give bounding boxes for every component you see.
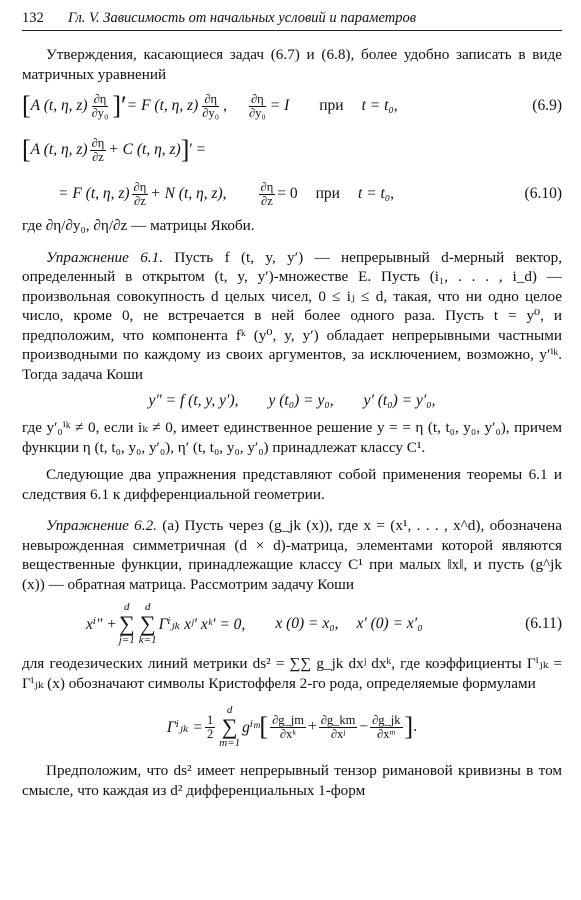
equation-6-10-line2: = F (t, η, z) $\frac{\partial\eta}{\partial z}$ + N (t, η, z), $\frac{\partial\eta}{\partial z}$ = 0 при t = t₀, (6.10): [58, 179, 562, 208]
summation: d ∑ k=1: [138, 601, 157, 646]
fraction: $\frac{\partial\eta}{\text{∂y₀}}$: [202, 91, 220, 120]
equation-number: (6.11): [525, 615, 562, 632]
summation: d ∑ m=1: [219, 704, 241, 749]
running-header: [22, 10, 562, 31]
fraction: $\frac{\partial g\_jm}{\text{∂xᵏ}}$: [272, 712, 304, 741]
geodesic-paragraph: для геодезических линий метрики ds² = ∑∑ g_jk dxʲ dxᵏ, где коэффициенты Γⁱⱼₖ = Γⁱⱼₖ (x) обозначают символы Кристоффеля 2-го рода, определяемые формулами: [22, 655, 562, 692]
fraction: $\frac{\partial\eta}{\partial z}$: [260, 179, 274, 208]
fraction: $\frac{1}{2}$: [206, 712, 214, 741]
page-number: 132: [22, 10, 44, 26]
fraction: $\frac{\partial\eta}{\partial z}$: [91, 135, 105, 164]
christoffel-formula: Γⁱⱼₖ = $\frac{1}{2}$ d ∑ m=1 gⁱᵐ [ $\frac{\partial g\_jm}{\text{∂xᵏ}}$ + $\frac{\partial g\_km}{\text{∂xʲ}}$ − $\frac{\partial g\_jk}{\text{∂xᵐ}}$ ] .: [166, 704, 418, 749]
fraction: $\frac{\partial g\_jk}{\text{∂xᵐ}}$: [372, 712, 401, 741]
final-paragraph: Предположим, что ds² имеет непрерывный тензор римановой кривизны в том смысле, что каждая из d² дифференциальных 1-форм: [22, 762, 562, 799]
exercise-label: Упражнение 6.2.: [46, 517, 157, 534]
cauchy-problem: y″ = f (t, y, y′), y (t₀) = y₀, y′ (t₀) = y′₀,: [148, 392, 436, 409]
exercise-6-2: Упражнение 6.2. (a) Пусть через (g_jk (x)), где x = (x¹, . . . , x^d), обозначена невырожденная симметричная (d × d)-матрица, элементами которой являются вещественные функции, принадлежащие классу C¹ при малых ‖x‖, и пусть (g^jk (x)) — обратная матрица. Рассмотрим задачу Коши: [22, 517, 562, 593]
book-page: [22, 10, 562, 800]
fraction: $\frac{\partial\eta}{\text{∂y₀}}$: [248, 91, 266, 120]
equation-number: (6.9): [532, 97, 562, 114]
fraction: $\frac{\partial\eta}{\text{∂y₀}}$: [91, 91, 109, 120]
exercise-6-1: Упражнение 6.1. Пусть f (t, y, y′) — непрерывный d-мерный вектор, определенный в открытом (t, y, y′)-множестве E. Пусть (i₁, . . . , i_d) — произвольная совокупность d целых чисел, 0 ≤ iⱼ ≤ d, такая, что ни одно целое число, кроме 0, не встречается в ней более одного раза. Пусть t = y⁰, и предположим, что компонента fᵏ (y⁰, y, y′) обладает непрерывными частными производными по каждому из своих аргументов, за исключением, возможно, y′ⁱᵏ. Тогда задача Коши: [22, 248, 562, 383]
intro-paragraph: Утверждения, касающиеся задач (6.7) и (6.8), более удобно записать в виде матричных уравнений: [22, 46, 562, 83]
equation-6-9: [ A (t, η, z) $\frac{\partial\eta}{\text{∂y₀}}$ ]′ = F (t, η, z) $\frac{\partial\eta}{\text{∂y₀}}$ , $\frac{\partial\eta}{\text{∂y₀}}$ = I при t = t₀, (6.9): [22, 91, 562, 120]
equation-6-11: xⁱ″ + d ∑ j=1 d ∑ k=1 Γⁱⱼₖ xʲ′ xᵏ′ = 0, x (0) = x₀, x′ (0) = x′₀ (6.11): [86, 601, 562, 646]
equation-6-10-line1: [ A (t, η, z) $\frac{\partial\eta}{\partial z}$ + C (t, η, z) ] ′ =: [22, 135, 206, 164]
exercise-label: Упражнение 6.1.: [46, 248, 163, 266]
exercise-6-1-tail: где y′₀ⁱᵏ ≠ 0, если iₖ ≠ 0, имеет единственное решение y = = η (t, t₀, y₀, y′₀), причем функции η (t, t₀, y₀, y′₀), η′ (t, t₀, y₀, y′₀) принадлежат классу C¹.: [22, 419, 562, 456]
jacobi-line: где ∂η/∂y₀, ∂η/∂z — матрицы Якоби.: [22, 217, 255, 234]
next-two-paragraph: Следующие два упражнения представляют собой применения теоремы 6.1 и следствия 6.1 к дифференциальной геометрии.: [22, 466, 562, 503]
chapter-title: Гл. V. Зависимость от начальных условий и параметров: [68, 10, 417, 26]
fraction: $\frac{\partial\eta}{\partial z}$: [133, 179, 147, 208]
equation-number: (6.10): [524, 185, 562, 202]
summation: d ∑ j=1: [118, 601, 135, 646]
fraction: $\frac{\partial g\_km}{\text{∂xʲ}}$: [320, 712, 356, 741]
